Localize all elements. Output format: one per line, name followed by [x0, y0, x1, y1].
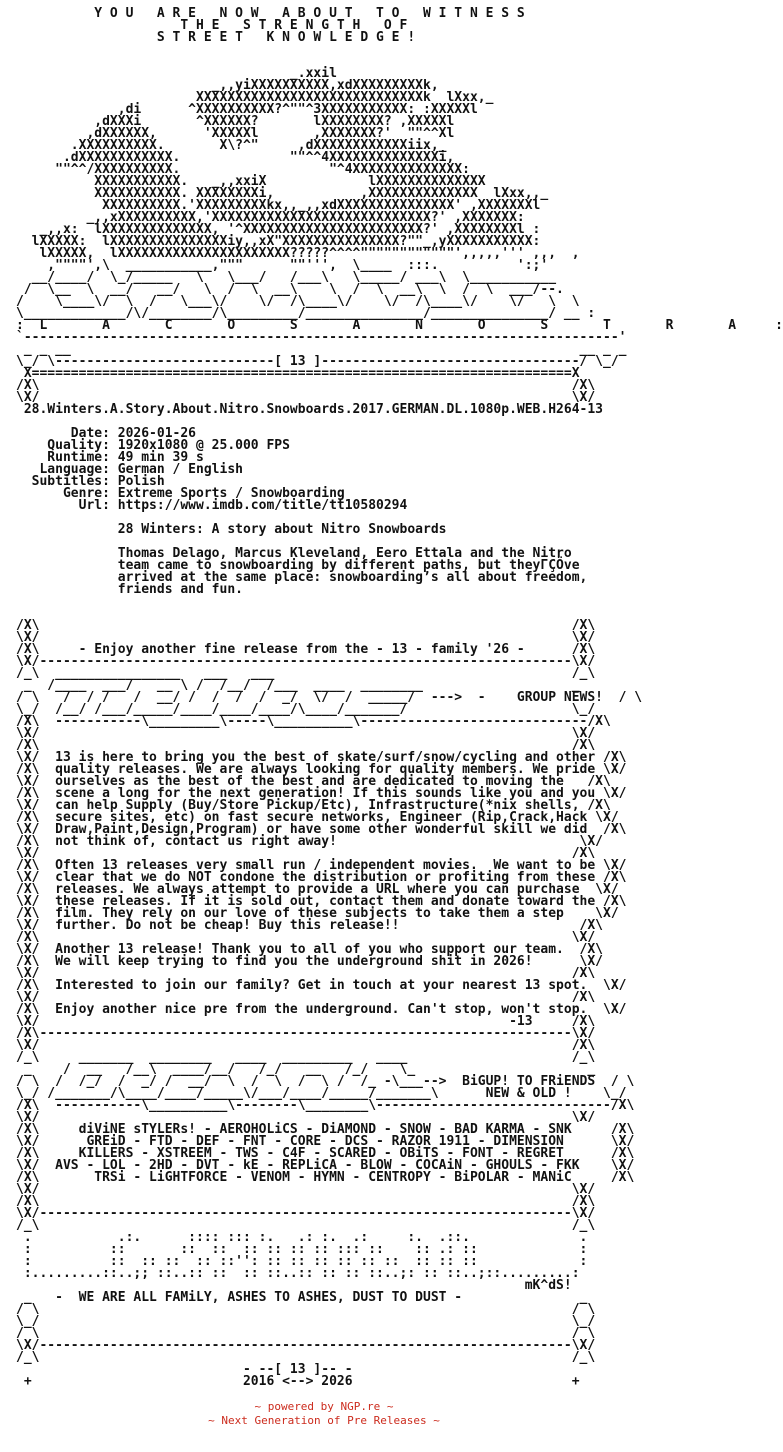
footer-tagline: ~ Next Generation of Pre Releases ~ — [208, 1414, 440, 1427]
footer-powered-by: ~ powered by NGP.re ~ — [254, 1400, 394, 1413]
nfo-ascii-text: Y O U A R E N O W A B O U T T O W I T N E S S T H E S T R E N G T H O F S T R E E T K N O W L E D G E ! _.xxil _,,yiXXXXXXXXXX,xdXXXXXXXXXk, XXXXXXXXXXXXXXXXXXXXXXXXXXXXXk lXxx,_ ,di ^XXXXXXXXXX?^""^3XXXXXXXXXXX: :XXXXXl ,dXXXi ^XXXXXX? lXXXXXXXX? ,XXXXXl ,dXXXXXX, 'XXXXXl ,XXXXXXX?' ""^^Xl .XXXXXXXXXX. X\?^" ,dXXXXXXXXXXXXiix,_ .dXXXXXXXXXXXX. ""^^4XXXXXXXXXXXXXXi, ""^^/XXXXXXXXXX. "^4XXXXXXXXXXXXXX: XXXXXXXXXXX. _,,xxiX lXXXXXXXXXXXXXX XXXXXXXXXXX. XXXXXXXXi, ,XXXXXXXXXXXXXX lXxx,,_ XXXXXXXXXX.'XXXXXXXXXkx,,_,,xdXXXXXXXXXXXXXXX' ,XXXXXXXl _,,xXXXXXXXXXX,'XXXXXXXXXXXXXXXXXXXXXXXXXXXX?' ,XXXXXXX: _,,x: lXXXXXXXXXXXXXX, '^XXXXXXXXXXXXXXXXXXXXXXX?' ,XXXXXXXXl : lXXXXX: lXXXXXXXXXXXXXXXiy,,xX"XXXXXXXXXXXXXXX?""_,yXXXXXXXXXXX: lXXXXX, lXXXXXXXXXXXXXXXXXXXXXX?????^^^^""""""""""""',,,,,''' ,,, , ,""""',\ ___________,""" ""''', \____ :::. ':;' __/____/ \_/_____ \ \___/ /___\ \_____/ ___\ \___________ / \__ \ __/ __/ \ / \ __\ \ / \ __\ \ / \ ___/--. / \____\/ \ / \___\/ \/ /\____\/ \/ /\____\/ \/ \ \ \_____________/\/________/\_________/_______________/_______________/ __ : : L A C O S A N O S T R A : `----------------------------------------------------------------------------' _ _ __ __ _ _ \_/ \----------------------------[ 13 ]---------------------------------/ \_/ X=====================================================================X /X\ /X\ \X/ \X/ 28.Winters.A.Story.About.Nitro.Snowboards.2017.GERMAN.DL.1080p.WEB.H264-13 Date: 2026-01-26 Quality: 1920x1080 @ 25.000 FPS Runtime: 49 min 39 s Language: German / English Subtitles: Polish Genre: Extreme Sports / Snowboarding Url: https://www.imdb.com/title/tt10580294 28 Winters: A story about Nitro Snowboards Thomas Delago, Marcus Kleveland, Eero Ettala and the Nitro team came to snowboarding by different paths, but theyΓÇÖve arrived at the same place: snowboarding’s all about freedom, friends and fun. /X\ /X\ \X/ \X/ /X\ - Enjoy another fine release from the - 13 - family '26 - /X\ \X/--------------------------------------------------------------------\X/ /_\ ________________ ___ ___ /_\ _ /____ ___/ __ \ / /__/ /___ ____ ________ _ / \ / / / / __/ / / / / _/ \/ / _____/ ---> - GROUP NEWS! / \ \_/ /__/ /___/_____/____/____/____/\____/_______/ \_/ /X\ -----------\_________\-----\__________\-----------------------------/X\ \X/ \X/ /X\ /X\ \X/ 13 is here to bring you the best of skate/surf/snow/cycling and other /X\ /X\ quality releases. We are always looking for quality members. We pride \X/ \X/ ourselves as the best of the best and are dedicated to moving the /X\ /X\ scene a long for the next generation! If this sounds like you and you \X/ \X/ can help Supply (Buy/Store Pickup/Etc), Infrastructure(*nix shells, /X\ /X\ secure sites, etc) on fast secure networks, Engineer (Rip,Crack,Hack \X/ \X/ Draw,Paint,Design,Program) or have some other wonderful skill we did /X\ /X\ not think of, contact us right away! \X/ \X/ /X\ /X\ Often 13 releases very small run / independent movies. We want to be \X/ \X/ clear that we do NOT condone the distribution or profiting from these /X\ /X\ releases. We always attempt to provide a URL where you can purchase \X/ \X/ these releases. If it is sold out, contact them and donate toward the /X\ /X\ film. They rely on our love of these subjects to take them a step \X/ \X/ further. Do not be cheap! Buy this release!! /X\ /X\ \X/ \X/ Another 13 release! Thank you to all of you who support our team. /X\ /X\ We will keep trying to find you the underground shit in 2026! \X/ \X/ /X\ /X\ Interested to join our family? Get in touch at your nearest 13 spot. \X/ \X/ /X\ /X\ Enjoy another nice pre from the underground. Can't stop, won't stop. \X/ \X/ -13 /X\ /X\--------------------------------------------------------------------\X/ \X/ /X\ /_\ _______ ________ ____ _________ ____ /_\ _ / __ /__\ ____/__/ /_/ __ /_/ \_ _ / \ / /_/ / _/ / __/ \ / \ / \ / /_ -\___--> BiGUP! TO FRiENDS / \ \_/ /_______/\____/____/_____\/___/____/_____/_______\ NEW & OLD ! \_/ /X\ -----------\__________\--------\________\------------------------------/X\ \X/ \X/ /X\ diViNE sTYLERs! - AEROHOLiCS - DiAMOND - SNOW - BAD KARMA - SNK /X\ \X/ GREiD - FTD - DEF - FNT - CORE - DCS - RAZOR 1911 - DIMENSION \X/ /X\ KILLERS - XSTREEM - TWS - C4F - SCARED - OBiTS - FONT - REGRET /X\ \X/ AVS - LOL - 2HD - DVT - kE - REPLiCA - BLOW - COCAiN - GHOULS - FKK \X/ /X\ TRSi - LiGHTFORCE - VENOM - HYMN - CENTROPY - BiPOLAR - MANiC /X\ \X/ \X/ /X\ /X\ \X/--------------------------------------------------------------------\X/ /_\ /_\ . .:. :::: ::: :. .: :. .: :. .::. . : :: :: :: :: :: :: :: ::: :: :: .: :: : : :: :: :: :: ::'': :: :: :: :: :: :: :: :: :: : :.........::..;; ::..:: :: :: ::..:: :: :: ::..;: :: ::..;::.........: mK^dS! _ - WE ARE ALL FAMiLY, ASHES TO ASHES, DUST TO DUST - _ / \ / \ \_/ \_/ / \ / \ \X/--------------------------------------------------------------------\X/ /_\ /_\ - --[ 13 ]-- - + 2016 <--> 2026 + — [16, 6, 783, 1389]
footer — [0, 1400, 648, 1428]
